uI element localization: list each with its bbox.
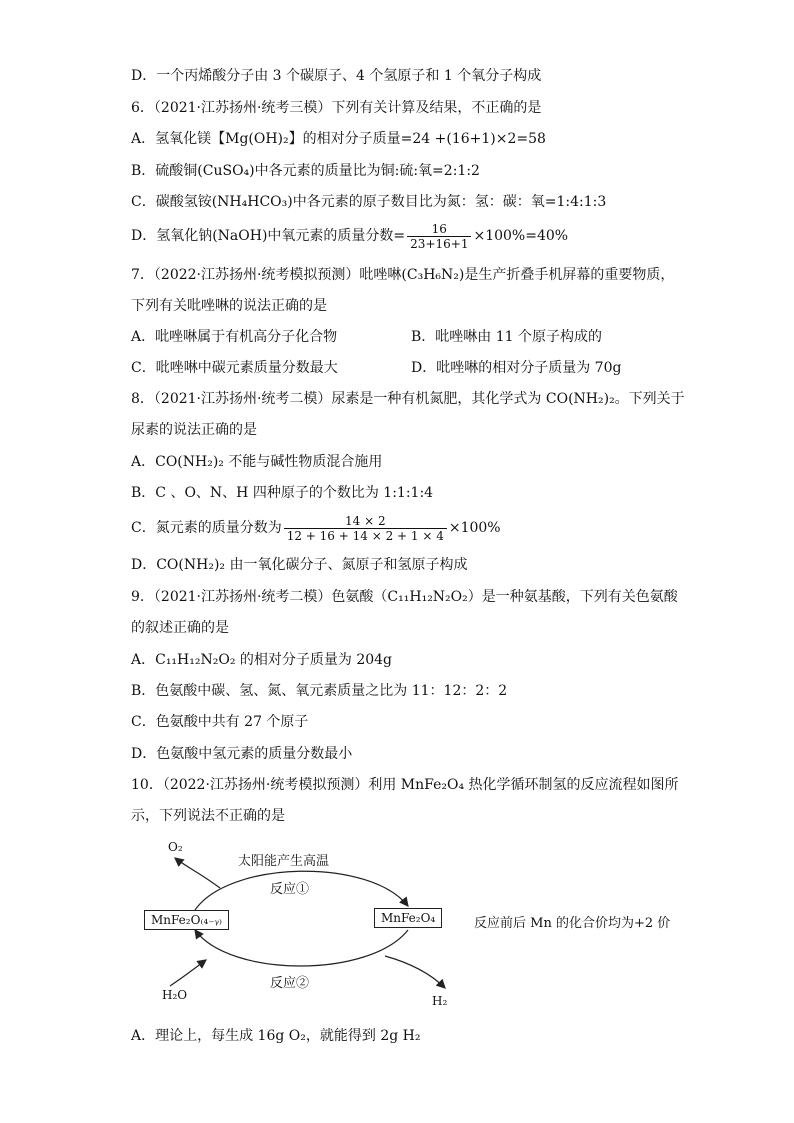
h2-arrow <box>385 956 445 988</box>
o2-arrow <box>175 858 220 888</box>
q7-options-row1 <box>131 328 603 346</box>
q6-option-c: C．碳酸氢铵(NH₄HCO₃)中各元素的原子数目比为氮：氢：碳：氧=1:4:1:3 <box>131 194 607 210</box>
q6-option-b: B．硫酸铜(CuSO₄)中各元素的质量比为铜:硫:氧=2:1:2 <box>131 163 480 179</box>
q8-stem-line2: 尿素的说法正确的是 <box>131 422 257 438</box>
q8-option-a: A．CO(NH₂)₂ 不能与碱性物质混合施用 <box>131 454 383 470</box>
q8-fraction-numerator: 14 × 2 <box>344 513 386 528</box>
q6-fraction-numerator: 16 <box>431 221 447 236</box>
q10-stem-line2: 示，下列说法不正确的是 <box>131 808 285 824</box>
q10-option-a: A．理论上，每生成 16g O₂，就能得到 2g H₂ <box>131 1028 421 1044</box>
h2o-label: H₂O <box>162 988 188 1002</box>
q7-stem-line2: 下列有关吡唑啉的说法正确的是 <box>131 298 327 314</box>
q6-option-a: A．氢氧化镁【Mg(OH)₂】的相对分子质量=24 +(16+1)×2=58 <box>131 131 546 147</box>
q7-option-c: C．吡唑啉中碳元素质量分数最大 <box>131 360 338 376</box>
q9-option-b: B．色氨酸中碳、氢、氮、氧元素质量之比为 11：12：2：2 <box>131 683 508 699</box>
h2-label: H₂ <box>432 994 448 1008</box>
q6-option-d-prefix: D．氢氧化钠(NaOH)中氧元素的质量分数= <box>131 228 406 244</box>
reaction-cycle-diagram <box>140 838 700 1018</box>
o2-label: O₂ <box>168 840 183 854</box>
q10-stem-line1: 10．（2022·江苏扬州·统考模拟预测）利用 MnFe₂O₄ 热化学循环制氢的反应流程如图所 <box>131 777 679 793</box>
q7-options-row2 <box>131 359 622 377</box>
q9-option-d: D．色氨酸中氢元素的质量分数最小 <box>131 746 353 762</box>
q9-stem-line1: 9．（2021·江苏扬州·统考二模）色氨酸（C₁₁H₁₂N₂O₂）是一种氨基酸，下列有关色氨酸 <box>131 589 678 605</box>
q8-option-c-prefix: C．氮元素的质量分数为 <box>131 520 282 536</box>
q8-option-c <box>131 508 501 548</box>
lower-arc <box>195 930 408 966</box>
q5-option-d: D．一个丙烯酸分子由 3 个碳原子、4 个氢原子和 1 个氧分子构成 <box>131 68 542 84</box>
q6-fraction <box>407 222 471 251</box>
q8-option-d: D．CO(NH₂)₂ 由一氧化碳分子、氮原子和氢原子构成 <box>131 557 468 573</box>
left-compound-box: MnFe₂O₍₄₋ᵧ₎ <box>144 910 229 930</box>
top-condition-label: 太阳能产生高温 <box>238 854 330 869</box>
reaction2-label: 反应② <box>270 976 310 991</box>
q7-stem-line1: 7．（2022·江苏扬州·统考模拟预测）吡唑啉(C₃H₆N₂)是生产折叠手机屏幕的重要物质， <box>131 267 675 283</box>
right-compound-box: MnFe₂O₄ <box>374 908 442 928</box>
q7-option-d: D．吡唑啉的相对分子质量为 70g <box>411 360 622 376</box>
q6-option-d-suffix: ×100%=40% <box>473 228 569 244</box>
reaction1-label: 反应① <box>270 882 310 897</box>
q7-option-a: A．吡唑啉属于有机高分子化合物 <box>131 329 338 345</box>
q8-fraction-denominator: 12 + 16 + 14 × 2 + 1 × 4 <box>284 528 447 543</box>
q9-stem-line2: 的叙述正确的是 <box>131 620 229 636</box>
q9-option-a: A．C₁₁H₁₂N₂O₂ 的相对分子质量为 204g <box>131 652 393 668</box>
q8-fraction <box>284 514 447 543</box>
q8-option-b: B．C 、O、N、H 四种原子的个数比为 1:1:1:4 <box>131 485 434 501</box>
q9-option-c: C．色氨酸中共有 27 个原子 <box>131 714 309 730</box>
h2o-arrow <box>170 960 206 986</box>
q6-option-d <box>131 218 568 254</box>
q7-option-b: B．吡唑啉由 11 个原子构成的 <box>411 329 603 345</box>
q8-stem-line1: 8．（2021·江苏扬州·统考二模）尿素是一种有机氮肥，其化学式为 CO(NH₂)₂。下列关于 <box>131 391 685 407</box>
q6-stem: 6．（2021·江苏扬州·统考三模）下列有关计算及结果，不正确的是 <box>131 100 542 116</box>
q8-option-c-suffix: ×100% <box>448 520 501 536</box>
valence-note: 反应前后 Mn 的化合价均为+2 价 <box>474 916 671 931</box>
q6-fraction-denominator: 23+16+1 <box>407 236 471 251</box>
